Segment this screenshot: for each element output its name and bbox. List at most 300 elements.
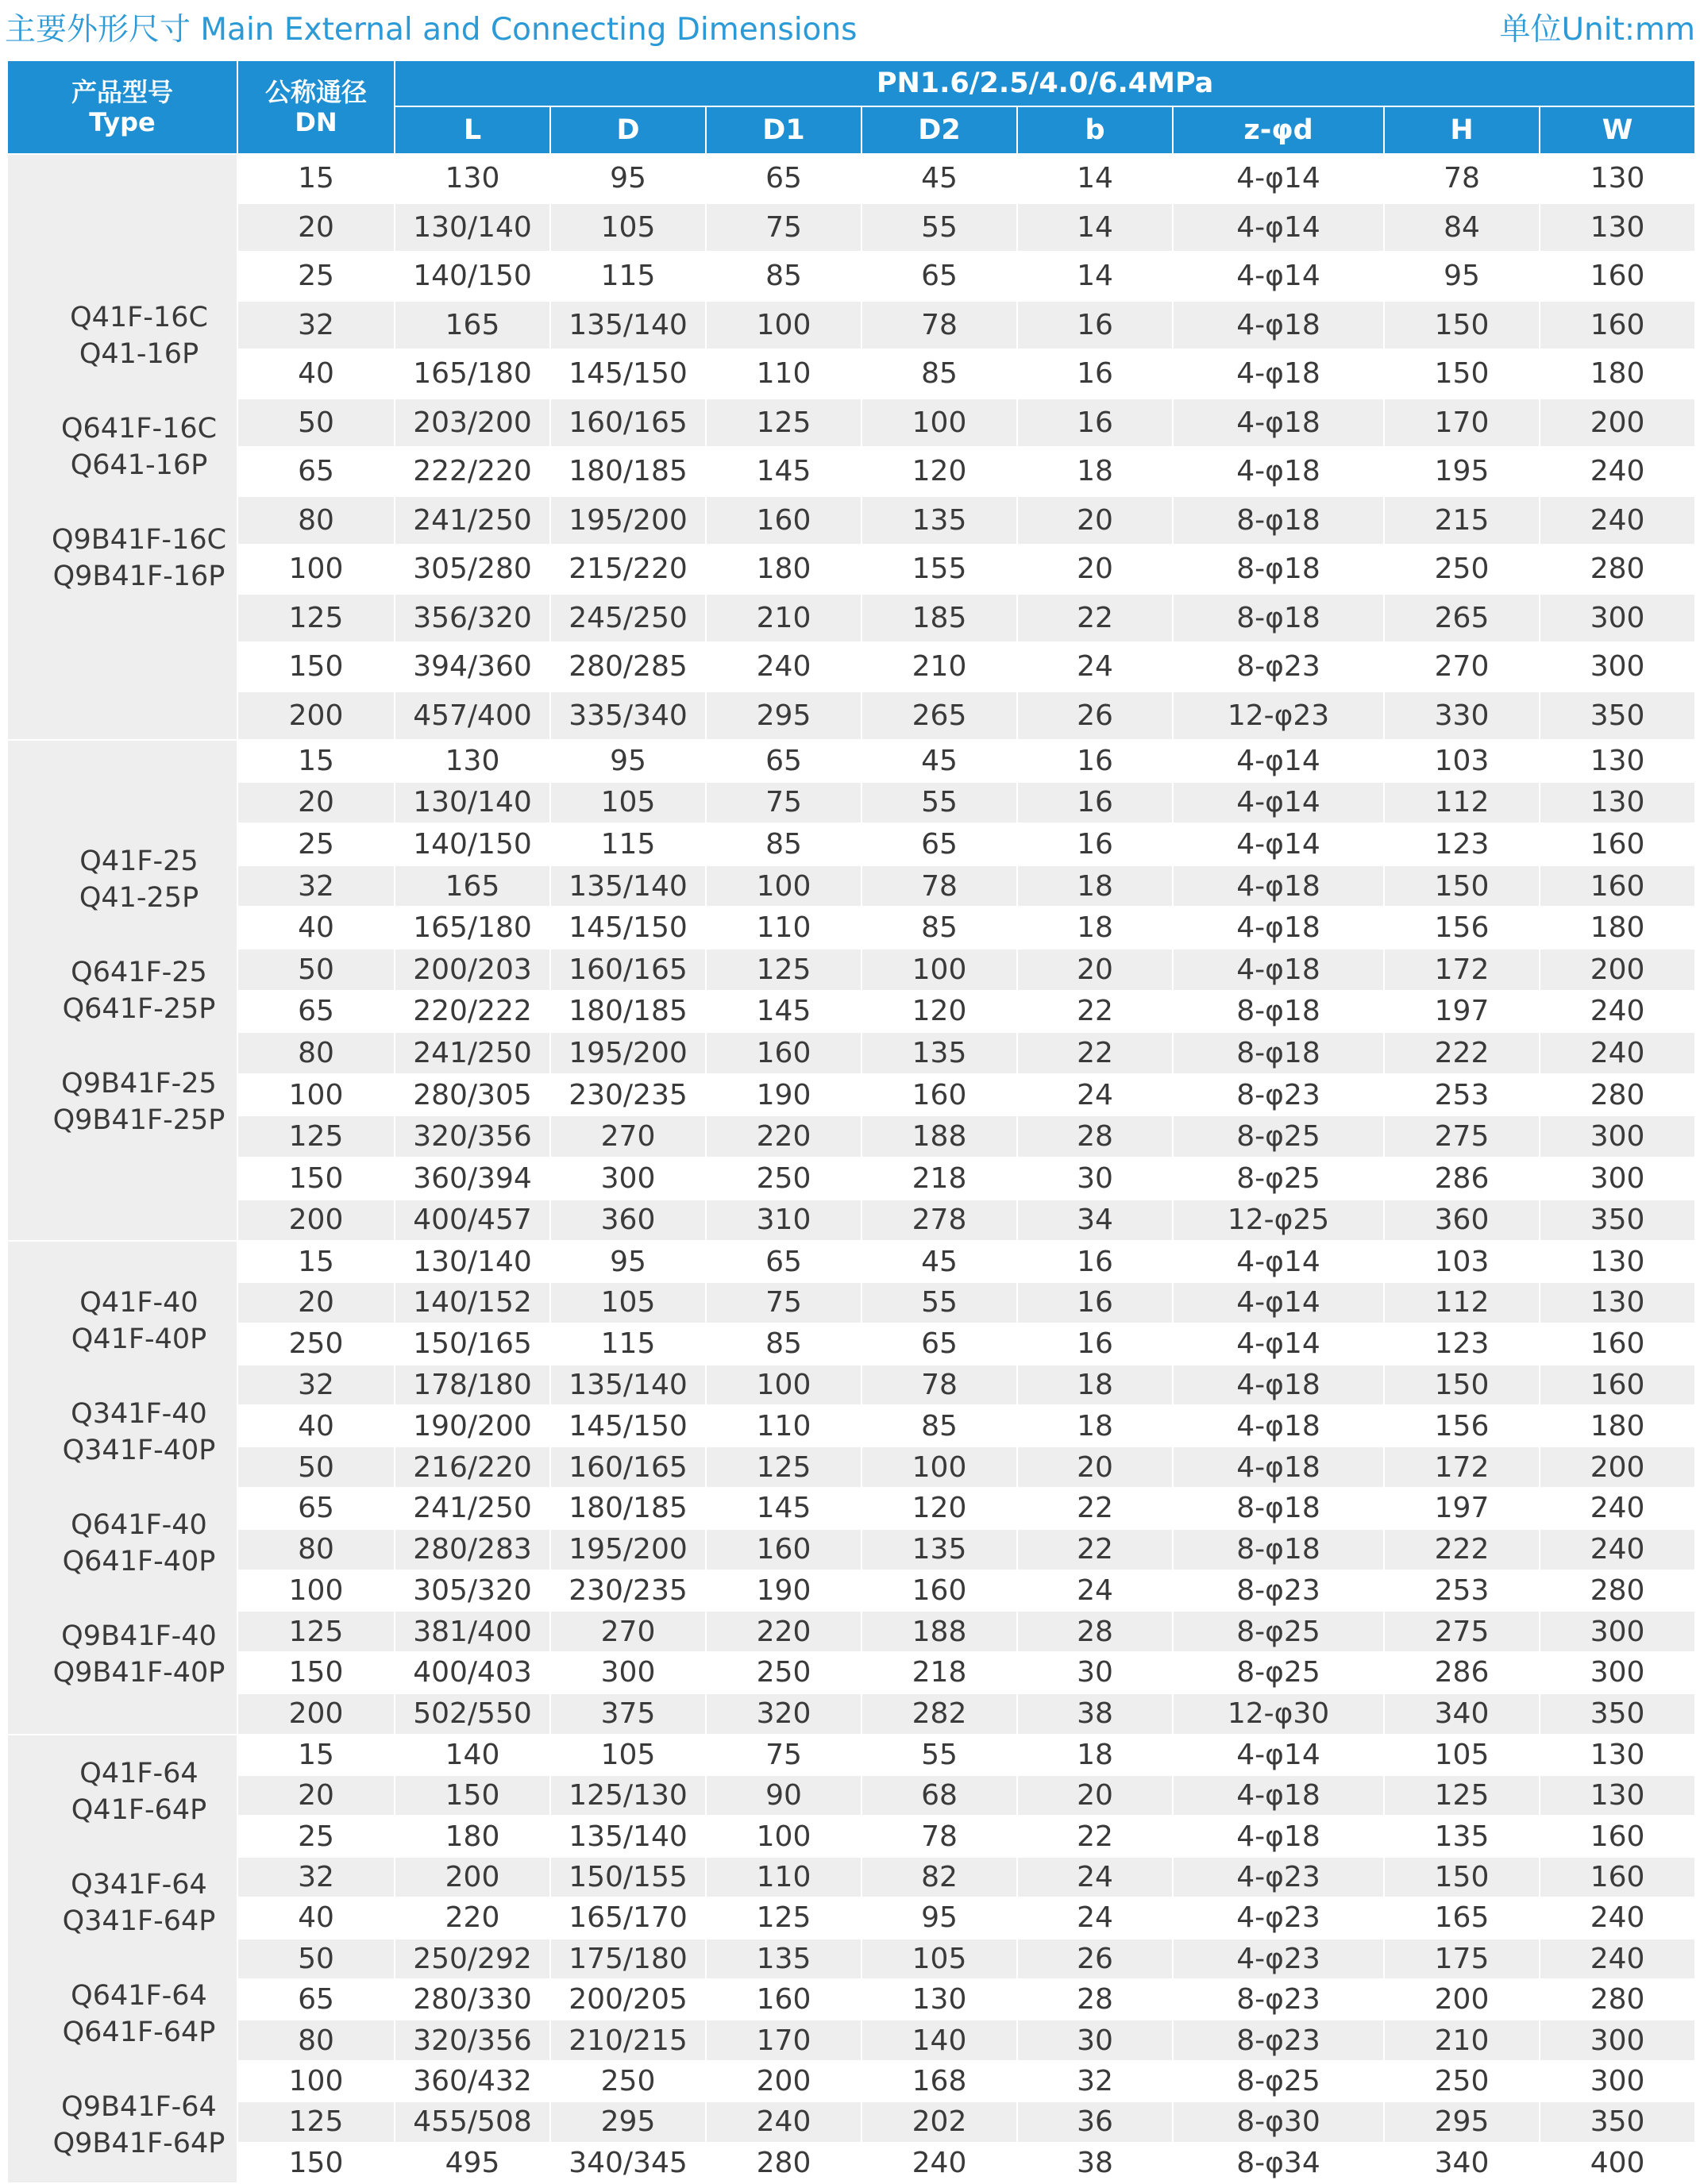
cell-l: 140 xyxy=(395,1735,550,1775)
cell-h: 253 xyxy=(1384,1074,1540,1116)
table-row xyxy=(7,447,1695,496)
cell-d1: 65 xyxy=(706,1241,862,1282)
cell-d1: 75 xyxy=(706,203,862,252)
cell-l: 241/250 xyxy=(395,1488,550,1529)
cell-d: 160/165 xyxy=(550,1446,706,1488)
table-row xyxy=(7,399,1695,448)
cell-h: 172 xyxy=(1384,1446,1540,1488)
cell-b: 22 xyxy=(1017,1032,1173,1074)
column-header-d: D xyxy=(550,106,706,154)
cell-d2: 100 xyxy=(862,949,1017,991)
cell-w: 160 xyxy=(1540,823,1695,865)
cell-dn: 50 xyxy=(237,1446,395,1488)
cell-bolt-holes: 4-φ14 xyxy=(1173,203,1384,252)
cell-w: 280 xyxy=(1540,1570,1695,1612)
cell-d2: 85 xyxy=(862,907,1017,949)
cell-bolt-holes: 4-φ23 xyxy=(1173,1897,1384,1938)
table-row xyxy=(7,2061,1695,2101)
cell-d: 280/285 xyxy=(550,642,706,691)
cell-w: 300 xyxy=(1540,1157,1695,1200)
cell-d: 270 xyxy=(550,1611,706,1652)
cell-h: 265 xyxy=(1384,594,1540,643)
table-row xyxy=(7,782,1695,824)
cell-bolt-holes: 4-φ18 xyxy=(1173,1775,1384,1816)
cell-d: 360 xyxy=(550,1200,706,1242)
table-row xyxy=(7,1200,1695,1242)
table-header xyxy=(7,60,1695,154)
cell-b: 16 xyxy=(1017,782,1173,824)
cell-h: 165 xyxy=(1384,1897,1540,1938)
cell-d1: 65 xyxy=(706,154,862,203)
cell-d1: 65 xyxy=(706,740,862,782)
cell-d: 215/220 xyxy=(550,545,706,594)
cell-h: 195 xyxy=(1384,447,1540,496)
cell-d: 175/180 xyxy=(550,1939,706,1979)
cell-w: 160 xyxy=(1540,1857,1695,1897)
cell-l: 220 xyxy=(395,1897,550,1938)
cell-h: 250 xyxy=(1384,545,1540,594)
cell-d1: 75 xyxy=(706,782,862,824)
cell-d1: 145 xyxy=(706,1488,862,1529)
cell-b: 20 xyxy=(1017,1446,1173,1488)
cell-d1: 145 xyxy=(706,991,862,1033)
type-label: Q41F-25 xyxy=(79,845,199,877)
cell-d: 105 xyxy=(550,203,706,252)
cell-dn: 20 xyxy=(237,1775,395,1816)
cell-l: 165 xyxy=(395,865,550,907)
table-row xyxy=(7,1282,1695,1323)
table-row xyxy=(7,154,1695,203)
type-label: Q641F-64P xyxy=(62,2016,216,2049)
cell-l: 130 xyxy=(395,740,550,782)
table-row xyxy=(7,1488,1695,1529)
cell-l: 280/305 xyxy=(395,1074,550,1116)
cell-d1: 160 xyxy=(706,496,862,545)
type-label: Q9B41F-64 xyxy=(61,2091,217,2124)
type-label: Q41-16P xyxy=(79,338,199,370)
cell-l: 180 xyxy=(395,1816,550,1856)
dn-column-header xyxy=(237,60,395,154)
cell-b: 20 xyxy=(1017,1775,1173,1816)
cell-l: 320/356 xyxy=(395,1115,550,1157)
table-body xyxy=(7,154,1695,2183)
cell-l: 150 xyxy=(395,1775,550,1816)
cell-h: 200 xyxy=(1384,1979,1540,2020)
table-row xyxy=(7,1446,1695,1488)
cell-d2: 100 xyxy=(862,399,1017,448)
cell-b: 22 xyxy=(1017,1529,1173,1570)
cell-bolt-holes: 4-φ18 xyxy=(1173,907,1384,949)
cell-dn: 100 xyxy=(237,545,395,594)
cell-d2: 68 xyxy=(862,1775,1017,1816)
cell-w: 130 xyxy=(1540,740,1695,782)
cell-d: 195/200 xyxy=(550,496,706,545)
cell-d: 105 xyxy=(550,1282,706,1323)
cell-d1: 310 xyxy=(706,1200,862,1242)
cell-d2: 45 xyxy=(862,740,1017,782)
cell-d: 180/185 xyxy=(550,991,706,1033)
cell-d1: 125 xyxy=(706,949,862,991)
cell-d: 340/345 xyxy=(550,2143,706,2183)
table-row xyxy=(7,252,1695,301)
cell-bolt-holes: 8-φ25 xyxy=(1173,2061,1384,2101)
cell-d1: 85 xyxy=(706,823,862,865)
cell-w: 240 xyxy=(1540,1939,1695,1979)
cell-h: 210 xyxy=(1384,2020,1540,2060)
cell-h: 340 xyxy=(1384,1693,1540,1735)
cell-h: 150 xyxy=(1384,301,1540,350)
cell-d2: 135 xyxy=(862,1529,1017,1570)
cell-d2: 82 xyxy=(862,1857,1017,1897)
cell-h: 150 xyxy=(1384,865,1540,907)
cell-d1: 100 xyxy=(706,301,862,350)
cell-w: 280 xyxy=(1540,545,1695,594)
type-label: Q41F-40P xyxy=(71,1323,207,1355)
cell-dn: 65 xyxy=(237,1979,395,2020)
cell-l: 130/140 xyxy=(395,782,550,824)
cell-bolt-holes: 12-φ23 xyxy=(1173,691,1384,741)
dn-header-cn: 公称通径 xyxy=(264,77,367,107)
cell-b: 16 xyxy=(1017,1241,1173,1282)
cell-dn: 125 xyxy=(237,1611,395,1652)
cell-d1: 200 xyxy=(706,2061,862,2101)
cell-d1: 160 xyxy=(706,1032,862,1074)
cell-h: 123 xyxy=(1384,823,1540,865)
cell-d1: 240 xyxy=(706,642,862,691)
cell-d: 245/250 xyxy=(550,594,706,643)
cell-b: 16 xyxy=(1017,301,1173,350)
cell-b: 18 xyxy=(1017,447,1173,496)
cell-d2: 120 xyxy=(862,1488,1017,1529)
cell-d2: 282 xyxy=(862,1693,1017,1735)
type-label: Q9B41F-40 xyxy=(61,1620,217,1652)
cell-h: 295 xyxy=(1384,2101,1540,2142)
cell-dn: 200 xyxy=(237,1200,395,1242)
cell-bolt-holes: 8-φ25 xyxy=(1173,1611,1384,1652)
cell-h: 360 xyxy=(1384,1200,1540,1242)
cell-d2: 155 xyxy=(862,545,1017,594)
cell-w: 240 xyxy=(1540,1529,1695,1570)
cell-bolt-holes: 4-φ18 xyxy=(1173,349,1384,399)
type-spacer xyxy=(8,1580,237,1618)
cell-dn: 65 xyxy=(237,991,395,1033)
cell-d2: 188 xyxy=(862,1115,1017,1157)
cell-dn: 80 xyxy=(237,2020,395,2060)
cell-l: 502/550 xyxy=(395,1693,550,1735)
cell-d2: 78 xyxy=(862,301,1017,350)
cell-d1: 135 xyxy=(706,1939,862,1979)
cell-dn: 250 xyxy=(237,1323,395,1365)
cell-d1: 220 xyxy=(706,1115,862,1157)
cell-bolt-holes: 4-φ18 xyxy=(1173,1365,1384,1406)
cell-d2: 95 xyxy=(862,1897,1017,1938)
cell-bolt-holes: 4-φ14 xyxy=(1173,154,1384,203)
cell-l: 140/152 xyxy=(395,1282,550,1323)
cell-d2: 210 xyxy=(862,642,1017,691)
cell-w: 160 xyxy=(1540,1365,1695,1406)
cell-d2: 65 xyxy=(862,1323,1017,1365)
cell-d: 145/150 xyxy=(550,907,706,949)
cell-h: 150 xyxy=(1384,1857,1540,1897)
cell-bolt-holes: 8-φ18 xyxy=(1173,991,1384,1033)
type-spacer xyxy=(8,1939,237,1978)
cell-b: 30 xyxy=(1017,1652,1173,1693)
cell-h: 222 xyxy=(1384,1032,1540,1074)
cell-d1: 75 xyxy=(706,1735,862,1775)
cell-dn: 32 xyxy=(237,1365,395,1406)
cell-w: 130 xyxy=(1540,1282,1695,1323)
cell-bolt-holes: 8-φ18 xyxy=(1173,1488,1384,1529)
cell-b: 22 xyxy=(1017,1488,1173,1529)
cell-l: 400/457 xyxy=(395,1200,550,1242)
cell-dn: 80 xyxy=(237,496,395,545)
cell-l: 360/394 xyxy=(395,1157,550,1200)
cell-l: 220/222 xyxy=(395,991,550,1033)
table-row xyxy=(7,991,1695,1033)
cell-h: 215 xyxy=(1384,496,1540,545)
cell-dn: 100 xyxy=(237,2061,395,2101)
cell-d: 95 xyxy=(550,1241,706,1282)
cell-d: 180/185 xyxy=(550,447,706,496)
cell-b: 22 xyxy=(1017,594,1173,643)
column-header-l: L xyxy=(395,106,550,154)
table-row xyxy=(7,1241,1695,1282)
cell-d2: 78 xyxy=(862,1365,1017,1406)
cell-d2: 135 xyxy=(862,496,1017,545)
cell-bolt-holes: 12-φ30 xyxy=(1173,1693,1384,1735)
cell-dn: 20 xyxy=(237,782,395,824)
column-header-d2: D2 xyxy=(862,106,1017,154)
cell-bolt-holes: 4-φ23 xyxy=(1173,1857,1384,1897)
type-label: Q9B41F-25 xyxy=(61,1067,217,1100)
cell-dn: 32 xyxy=(237,865,395,907)
cell-bolt-holes: 8-φ30 xyxy=(1173,2101,1384,2142)
table-row xyxy=(7,1693,1695,1735)
cell-w: 350 xyxy=(1540,691,1695,741)
cell-bolt-holes: 4-φ18 xyxy=(1173,447,1384,496)
cell-l: 150/165 xyxy=(395,1323,550,1365)
cell-b: 38 xyxy=(1017,1693,1173,1735)
column-header-d1: D1 xyxy=(706,106,862,154)
cell-d1: 160 xyxy=(706,1979,862,2020)
table-row xyxy=(7,1816,1695,1856)
cell-dn: 25 xyxy=(237,823,395,865)
cell-d: 115 xyxy=(550,823,706,865)
cell-w: 300 xyxy=(1540,2020,1695,2060)
cell-h: 286 xyxy=(1384,1652,1540,1693)
cell-l: 356/320 xyxy=(395,594,550,643)
cell-dn: 40 xyxy=(237,1897,395,1938)
cell-l: 250/292 xyxy=(395,1939,550,1979)
cell-d2: 160 xyxy=(862,1074,1017,1116)
cell-b: 16 xyxy=(1017,1282,1173,1323)
cell-d: 95 xyxy=(550,740,706,782)
type-label: Q41F-64P xyxy=(71,1794,207,1827)
cell-d: 300 xyxy=(550,1157,706,1200)
cell-h: 222 xyxy=(1384,1529,1540,1570)
type-label: Q641F-25 xyxy=(71,956,207,988)
type-label: Q641F-40P xyxy=(62,1545,216,1577)
cell-dn: 50 xyxy=(237,1939,395,1979)
cell-w: 300 xyxy=(1540,642,1695,691)
cell-dn: 25 xyxy=(237,252,395,301)
cell-w: 300 xyxy=(1540,1652,1695,1693)
cell-w: 130 xyxy=(1540,154,1695,203)
cell-b: 28 xyxy=(1017,1979,1173,2020)
table-row xyxy=(7,1570,1695,1612)
cell-l: 305/320 xyxy=(395,1570,550,1612)
cell-w: 200 xyxy=(1540,949,1695,991)
cell-dn: 65 xyxy=(237,1488,395,1529)
cell-l: 222/220 xyxy=(395,447,550,496)
type-label: Q41F-64 xyxy=(79,1758,199,1790)
type-label: Q9B41F-25P xyxy=(52,1104,226,1136)
cell-d1: 220 xyxy=(706,1611,862,1652)
table-row xyxy=(7,1032,1695,1074)
cell-bolt-holes: 4-φ14 xyxy=(1173,1735,1384,1775)
cell-l: 241/250 xyxy=(395,496,550,545)
cell-b: 16 xyxy=(1017,823,1173,865)
cell-w: 130 xyxy=(1540,203,1695,252)
cell-b: 36 xyxy=(1017,2101,1173,2142)
cell-w: 130 xyxy=(1540,1241,1695,1282)
cell-dn: 40 xyxy=(237,907,395,949)
cell-h: 156 xyxy=(1384,1405,1540,1446)
cell-bolt-holes: 4-φ14 xyxy=(1173,252,1384,301)
cell-w: 240 xyxy=(1540,1488,1695,1529)
table-row xyxy=(7,1115,1695,1157)
cell-d1: 125 xyxy=(706,399,862,448)
table-row xyxy=(7,301,1695,350)
cell-b: 20 xyxy=(1017,949,1173,991)
cell-l: 165/180 xyxy=(395,349,550,399)
cell-dn: 15 xyxy=(237,740,395,782)
cell-h: 150 xyxy=(1384,1365,1540,1406)
cell-dn: 50 xyxy=(237,399,395,448)
cell-b: 24 xyxy=(1017,1074,1173,1116)
cell-l: 381/400 xyxy=(395,1611,550,1652)
cell-d2: 160 xyxy=(862,1570,1017,1612)
cell-bolt-holes: 4-φ18 xyxy=(1173,399,1384,448)
type-label: Q641F-16C xyxy=(60,413,218,445)
cell-h: 135 xyxy=(1384,1816,1540,1856)
cell-h: 112 xyxy=(1384,782,1540,824)
cell-dn: 200 xyxy=(237,1693,395,1735)
cell-d2: 65 xyxy=(862,823,1017,865)
cell-h: 197 xyxy=(1384,991,1540,1033)
cell-b: 26 xyxy=(1017,1939,1173,1979)
cell-b: 14 xyxy=(1017,252,1173,301)
cell-dn: 50 xyxy=(237,949,395,991)
cell-h: 84 xyxy=(1384,203,1540,252)
cell-w: 160 xyxy=(1540,252,1695,301)
type-cell xyxy=(7,154,237,740)
cell-d: 250 xyxy=(550,2061,706,2101)
cell-d2: 188 xyxy=(862,1611,1017,1652)
cell-h: 125 xyxy=(1384,1775,1540,1816)
cell-d: 165/170 xyxy=(550,1897,706,1938)
cell-h: 275 xyxy=(1384,1611,1540,1652)
cell-bolt-holes: 8-φ23 xyxy=(1173,642,1384,691)
column-header-b: b xyxy=(1017,106,1173,154)
cell-d1: 125 xyxy=(706,1897,862,1938)
cell-dn: 20 xyxy=(237,203,395,252)
cell-w: 180 xyxy=(1540,349,1695,399)
cell-w: 300 xyxy=(1540,1115,1695,1157)
cell-w: 130 xyxy=(1540,1735,1695,1775)
cell-bolt-holes: 4-φ18 xyxy=(1173,1816,1384,1856)
column-header-w: W xyxy=(1540,106,1695,154)
cell-d2: 55 xyxy=(862,1282,1017,1323)
cell-bolt-holes: 4-φ18 xyxy=(1173,1446,1384,1488)
cell-dn: 25 xyxy=(237,1816,395,1856)
cell-l: 190/200 xyxy=(395,1405,550,1446)
cell-d1: 90 xyxy=(706,1775,862,1816)
cell-d2: 218 xyxy=(862,1157,1017,1200)
cell-dn: 15 xyxy=(237,1241,395,1282)
cell-w: 200 xyxy=(1540,399,1695,448)
cell-bolt-holes: 8-φ25 xyxy=(1173,1157,1384,1200)
table-row xyxy=(7,1897,1695,1938)
type-label: Q9B41F-40P xyxy=(52,1656,226,1689)
cell-b: 20 xyxy=(1017,545,1173,594)
type-label: Q341F-64 xyxy=(71,1869,207,1901)
cell-dn: 125 xyxy=(237,2101,395,2142)
cell-d1: 170 xyxy=(706,2020,862,2060)
cell-d1: 210 xyxy=(706,594,862,643)
cell-b: 32 xyxy=(1017,2061,1173,2101)
cell-d: 145/150 xyxy=(550,1405,706,1446)
cell-w: 300 xyxy=(1540,594,1695,643)
cell-w: 350 xyxy=(1540,2101,1695,2142)
table-row xyxy=(7,865,1695,907)
table-row xyxy=(7,349,1695,399)
table-row xyxy=(7,1529,1695,1570)
cell-b: 24 xyxy=(1017,1857,1173,1897)
type-label: Q641F-64 xyxy=(71,1980,207,2013)
cell-d: 135/140 xyxy=(550,1365,706,1406)
cell-l: 320/356 xyxy=(395,2020,550,2060)
cell-d1: 160 xyxy=(706,1529,862,1570)
cell-b: 16 xyxy=(1017,399,1173,448)
cell-b: 22 xyxy=(1017,991,1173,1033)
cell-l: 200 xyxy=(395,1857,550,1897)
cell-l: 280/330 xyxy=(395,1979,550,2020)
cell-dn: 150 xyxy=(237,2143,395,2183)
cell-h: 253 xyxy=(1384,1570,1540,1612)
cell-w: 130 xyxy=(1540,1775,1695,1816)
cell-h: 112 xyxy=(1384,1282,1540,1323)
cell-d2: 105 xyxy=(862,1939,1017,1979)
cell-d: 195/200 xyxy=(550,1032,706,1074)
cell-d1: 190 xyxy=(706,1570,862,1612)
cell-h: 275 xyxy=(1384,1115,1540,1157)
cell-d: 270 xyxy=(550,1115,706,1157)
cell-d: 195/200 xyxy=(550,1529,706,1570)
table-row xyxy=(7,949,1695,991)
cell-d2: 78 xyxy=(862,865,1017,907)
cell-d1: 110 xyxy=(706,349,862,399)
cell-dn: 32 xyxy=(237,301,395,350)
cell-w: 180 xyxy=(1540,907,1695,949)
type-header-cn: 产品型号 xyxy=(71,77,173,107)
cell-bolt-holes: 4-φ18 xyxy=(1173,301,1384,350)
cell-bolt-holes: 8-φ18 xyxy=(1173,545,1384,594)
cell-dn: 150 xyxy=(237,642,395,691)
cell-d1: 250 xyxy=(706,1157,862,1200)
cell-w: 160 xyxy=(1540,301,1695,350)
cell-w: 350 xyxy=(1540,1200,1695,1242)
